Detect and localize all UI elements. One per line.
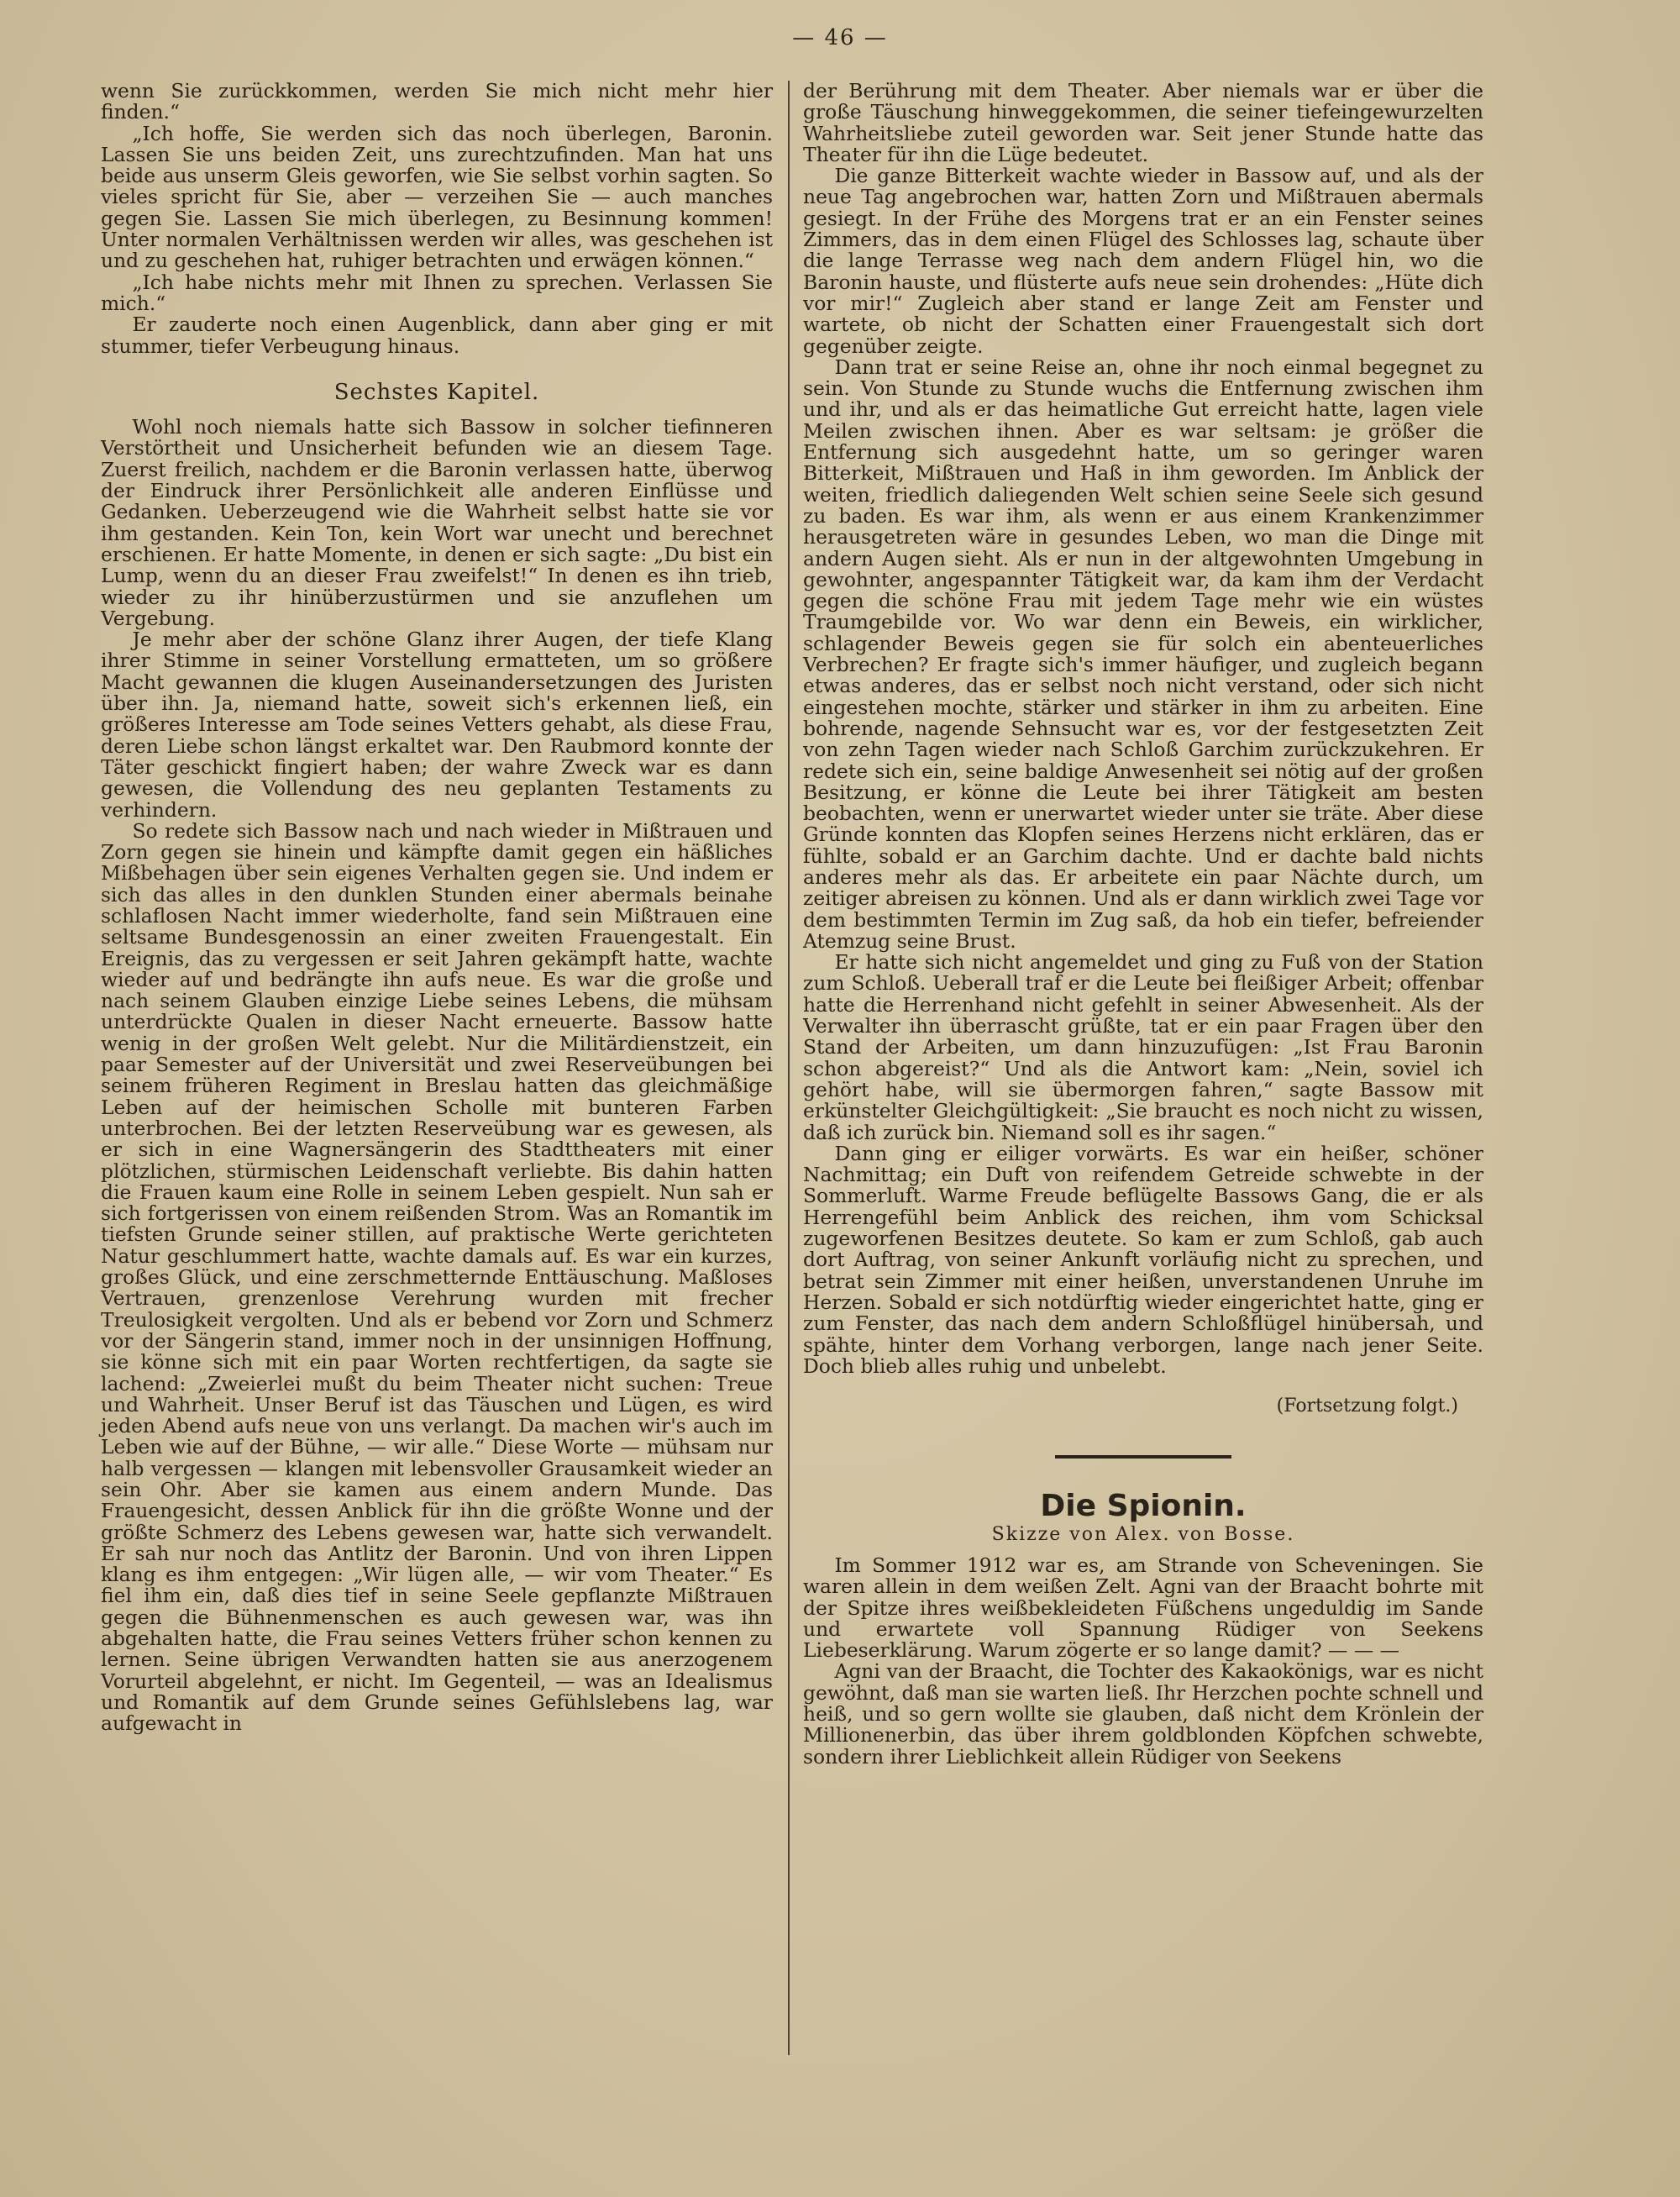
- paragraph: wenn Sie zurückkommen, werden Sie mich nicht mehr hier finden.“: [101, 79, 773, 124]
- paragraph: So redete sich Bassow nach und nach wieder in Mißtrauen und Zorn gegen sie hinein und kämpfte damit gegen ein häßliches Mißbehagen über sein eigenes Verhalten gegen sie. Und indem er sich das alles in den dunklen Stunden einer abermals beinahe schlaflosen Nacht immer wiederholte, fand sein Mißtrauen eine seltsame Bundesgenossin an einer zweiten Frauengestalt. Ein Ereignis, das zu vergessen er seit Jahren gekämpft hatte, wachte wieder auf und bedrängte ihn aufs neue. Es war die große und nach seinem Glauben einzige Liebe seines Lebens, die mühsam unterdrückte Qualen in dieser Nacht erneuerte. Bassow hatte wenig in der großen Welt gelebt. Nur die Militärdienstzeit, ein paar Semester auf der Universität und zwei Reserveübungen bei seinem früheren Regiment in Breslau hatten das gleichmäßige Leben auf der heimischen Scholle mit bunteren Farben unterbrochen. Bei der letzten Reserveübung war es gewesen, als er sich in eine Wagnersängerin des Stadttheaters mit einer plötzlichen, stürmischen Leidenschaft verliebte. Bis dahin hatten die Frauen kaum eine Rolle in seinem Leben gespielt. Nun sah er sich fortgerissen von einem reißenden Strom. Was an Romantik im tiefsten Grunde seiner stillen, auf praktische Werte gerichteten Natur geschlummert hatte, wachte damals auf. Es war ein kurzes, großes Glück, und eine zerschmetternde Enttäuschung. Maßloses Vertrauen, grenzenlose Verehrung wurden mit frecher Treulosigkeit vergolten. Und als er bebend vor Zorn und Schmerz vor der Sängerin stand, immer noch in der unsinnigen Hoffnung, sie könne sich mit ein paar Worten rechtfertigen, da sagte sie lachend: „Zweierlei mußt du beim Theater nicht suchen: Treue und Wahrheit. Unser Beruf ist das Täuschen und Lügen, es wird jeden Abend aufs neue von uns verlangt. Da machen wir's auch im Leben wie auf der Bühne, — wir alle.“ Diese Worte — mühsam nur halb vergessen — klangen mit lebensvoller Grausamkeit wieder an sein Ohr. Aber sie kamen aus einem andern Munde. Das Frauengesicht, dessen Anblick für ihn die größte Wonne und der größte Schmerz des Lebens gewesen war, hatte sich verwandelt. Er sah nur noch das Antlitz der Baronin. Und von ihren Lippen klang es ihm entgegen: „Wir lügen alle, — wir vom Theater.“ Es fiel ihm ein, daß dies tief in seine Seele gepflanzte Mißtrauen gegen die Bühnenmenschen es auch gewesen war, was ihn abgehalten hatte, die Frau seines Vetters früher schon kennen zu lernen. Seine übrigen Verwandten hatten sie aus anerzogenem Vorurteil abgelehnt, er nicht. Im Gegenteil, — was an Idealismus und Romantik auf dem Grunde seines Gefühlslebens lag, war aufgewacht in: [101, 818, 773, 1736]
- paragraph: Er hatte sich nicht angemeldet und ging zu Fuß von der Station zum Schloß. Ueberall traf er die Leute bei fleißiger Arbeit; offenbar hatte die Herrenhand nicht gefehlt in seiner Abwesenheit. Als der Verwalter ihn überrascht grüßte, tat er ein paar Fragen über den Stand der Arbeiten, um dann hinzuzufügen: „Ist Frau Baronin schon abgereist?“ Und als die Antwort kam: „Nein, soviel ich gehört habe, will sie übermorgen fahren,“ sagte Bassow mit erkünstelter Gleichgültigkeit: „Sie braucht es noch nicht zu wissen, daß ich zurück bin. Niemand soll es ihr sagen.“: [803, 950, 1483, 1144]
- paragraph: Je mehr aber der schöne Glanz ihrer Augen, der tiefe Klang ihrer Stimme in seiner Vorstellung ermatteten, um so größere Macht gewannen die klugen Auseinandersetzungen des Juristen über ihn. Ja, niemand hatte, soweit sich's erkennen ließ, ein größeres Interesse am Tode seines Vetters gehabt, als diese Frau, deren Liebe schon längst erkaltet war. Den Raubmord konnte der Täter geschickt fingiert haben; der wahre Zweck war es dann gewesen, die Vollendung des neu geplanten Testaments zu verhindern.: [101, 628, 773, 822]
- paragraph: „Ich hoffe, Sie werden sich das noch überlegen, Baronin. Lassen Sie uns beiden Zeit, uns zurechtzufinden. Man hat uns beide aus unserm Gleis geworfen, wie Sie selbst vorhin sagten. So vieles spricht für Sie, aber — verzeihen Sie — auch manches gegen Sie. Lassen Sie mich überlegen, zu Besinnung kommen! Unter normalen Verhältnissen werden wir alles, was geschehen ist und zu geschehen hat, ruhiger betrachten und erwägen können.“: [101, 121, 773, 273]
- right-column: [803, 81, 1483, 1768]
- continuation-note: (Fortsetzung folgt.): [1276, 1395, 1458, 1417]
- paragraph: Die ganze Bitterkeit wachte wieder in Bassow auf, und als der neue Tag angebrochen war, hatten Zorn und Mißtrauen abermals gesiegt. In der Frühe des Morgens trat er an ein Fenster seines Zimmers, das in dem einen Flügel des Schlosses lag, schaute über die lange Terrasse weg nach dem andern Flügel hin, wo die Baronin hauste, und flüsterte aufs neue sein drohendes: „Hüte dich vor mir!“ Zugleich aber stand er lange Zeit am Fenster und wartete, ob nicht der Schatten einer Frauengestalt sich dort gegenüber zeigte.: [803, 164, 1483, 358]
- paragraph: Im Sommer 1912 war es, am Strande von Scheveningen. Sie waren allein in dem weißen Zelt. Agni van der Braacht bohrte mit der Spitze ihres weißbekleideten Füßchens ungeduldig im Sande und erwartete voll Spannung Rüdiger von Seekens Liebeserklärung. Warum zögerte er so lange damit? — — —: [803, 1553, 1483, 1663]
- section-rule: [1055, 1455, 1231, 1459]
- paragraph: „Ich habe nichts mehr mit Ihnen zu sprechen. Verlassen Sie mich.“: [101, 270, 773, 315]
- story-byline: Skizze von Alex. von Bosse.: [991, 1523, 1295, 1545]
- paragraph: der Berührung mit dem Theater. Aber niemals war er über die große Täuschung hinweggekommen, die seiner tiefeingewurzelten Wahrheitsliebe zuteil geworden war. Seit jener Stunde hatte das Theater für ihn die Lüge bedeutet.: [803, 79, 1483, 166]
- paragraph: Agni van der Braacht, die Tochter des Kakaokönigs, war es nicht gewöhnt, daß man sie warten ließ. Ihr Herzchen pochte schnell und heiß, und so gern wollte sie glauben, daß nicht dem Krönlein der Millionenerbin, das über ihrem goldblonden Köpfchen schwebte, sondern ihrer Lieblichkeit allein Rüdiger von Seekens: [803, 1659, 1483, 1769]
- paragraph: Wohl noch niemals hatte sich Bassow in solcher tiefinneren Verstörtheit und Unsicherheit befunden wie an diesem Tage. Zuerst freilich, nachdem er die Baronin verlassen hatte, überwog der Eindruck ihrer Persönlichkeit alle anderen Einflüsse und Gedanken. Ueberzeugend wie die Wahrheit selbst hatte sie vor ihm gestanden. Kein Ton, kein Wort war unecht und berechnet erschienen. Er hatte Momente, in denen er sich sagte: „Du bist ein Lump, wenn du an dieser Frau zweifelst!“ In denen es ihn trieb, wieder zu ihr hinüberzustürmen und sie anzuflehen um Vergebung.: [101, 415, 773, 630]
- left-column: [101, 81, 773, 1735]
- story-title: Die Spionin.: [1040, 1489, 1247, 1524]
- paragraph: Dann ging er eiliger vorwärts. Es war ein heißer, schöner Nachmittag; ein Duft von reifendem Getreide schwebte in der Sommerluft. Warme Freude beflügelte Bassows Gang, die er als Herrengefühl beim Anblick des reichen, ihm vom Schicksal zugeworfenen Besitzes deutete. So kam er zum Schloß, gab auch dort Auftrag, von seiner Ankunft vorläufig nicht zu sprechen, und betrat sein Zimmer mit einer heißen, unverstandenen Unruhe im Herzen. Sobald er sich notdürftig wieder eingerichtet hatte, ging er zum Fenster, das nach dem andern Schloßflügel hinübersah, und spähte, hinter dem Vorhang verborgen, lange nach jener Seite. Doch blieb alles ruhig und unbelebt.: [803, 1141, 1483, 1378]
- paragraph: Dann trat er seine Reise an, ohne ihr noch einmal begegnet zu sein. Von Stunde zu Stunde wuchs die Entfernung zwischen ihm und ihr, und als er das heimatliche Gut erreicht hatte, lagen viele Meilen zwischen ihnen. Aber es war seltsam: je größer die Entfernung sich ausgedehnt hatte, um so geringer waren Bitterkeit, Mißtrauen und Haß in ihm geworden. Im Anblick der weiten, friedlich daliegenden Welt schien seine Seele sich gesund zu baden. Es war ihm, als wenn er aus einem Krankenzimmer herausgetreten wäre in gesundes Leben, wo man die Dinge mit andern Augen sieht. Als er nun in der altgewohnten Umgebung in gewohnter, angespannter Tätigkeit war, da kam ihm der Verdacht gegen die schöne Frau mit jedem Tage mehr wie ein wüstes Traumgebilde vor. Wo war denn ein Beweis, ein wirklicher, schlagender Beweis gegen sie für solch ein abenteuerliches Verbrechen? Er fragte sich's immer häufiger, und zugleich begann etwas anderes, das er selbst noch nicht verstand, oder sich nicht eingestehen mochte, stärker und stärker in ihm zu arbeiten. Eine bohrende, nagende Sehnsucht war es, vor der festgesetzten Zeit von zehn Tagen wieder nach Schloß Garchim zurückzukehren. Er redete sich ein, seine baldige Anwesenheit sei nötig auf der großen Besitzung, er könne die Leute bei ihrer Tätigkeit am besten beobachten, wenn er unerwartet wieder unter sie träte. Aber diese Gründe konnten das Klopfen seines Herzens nicht erklären, das er fühlte, sobald er an Garchim dachte. Und er dachte bald nichts anderes mehr als das. Er arbeitete ein paar Nächte durch, um zeitiger abreisen zu können. Und als er dann wirklich zwei Tage vor dem bestimmten Termin im Zug saß, da hob ein tiefer, befreiender Atemzug seine Brust.: [803, 355, 1483, 953]
- chapter-heading: Sechstes Kapitel.: [333, 379, 540, 405]
- paragraph: Er zauderte noch einen Augenblick, dann aber ging er mit stummer, tiefer Verbeugung hinaus.: [101, 313, 773, 358]
- page-number: — 46 —: [792, 25, 888, 50]
- column-divider: [788, 81, 790, 2055]
